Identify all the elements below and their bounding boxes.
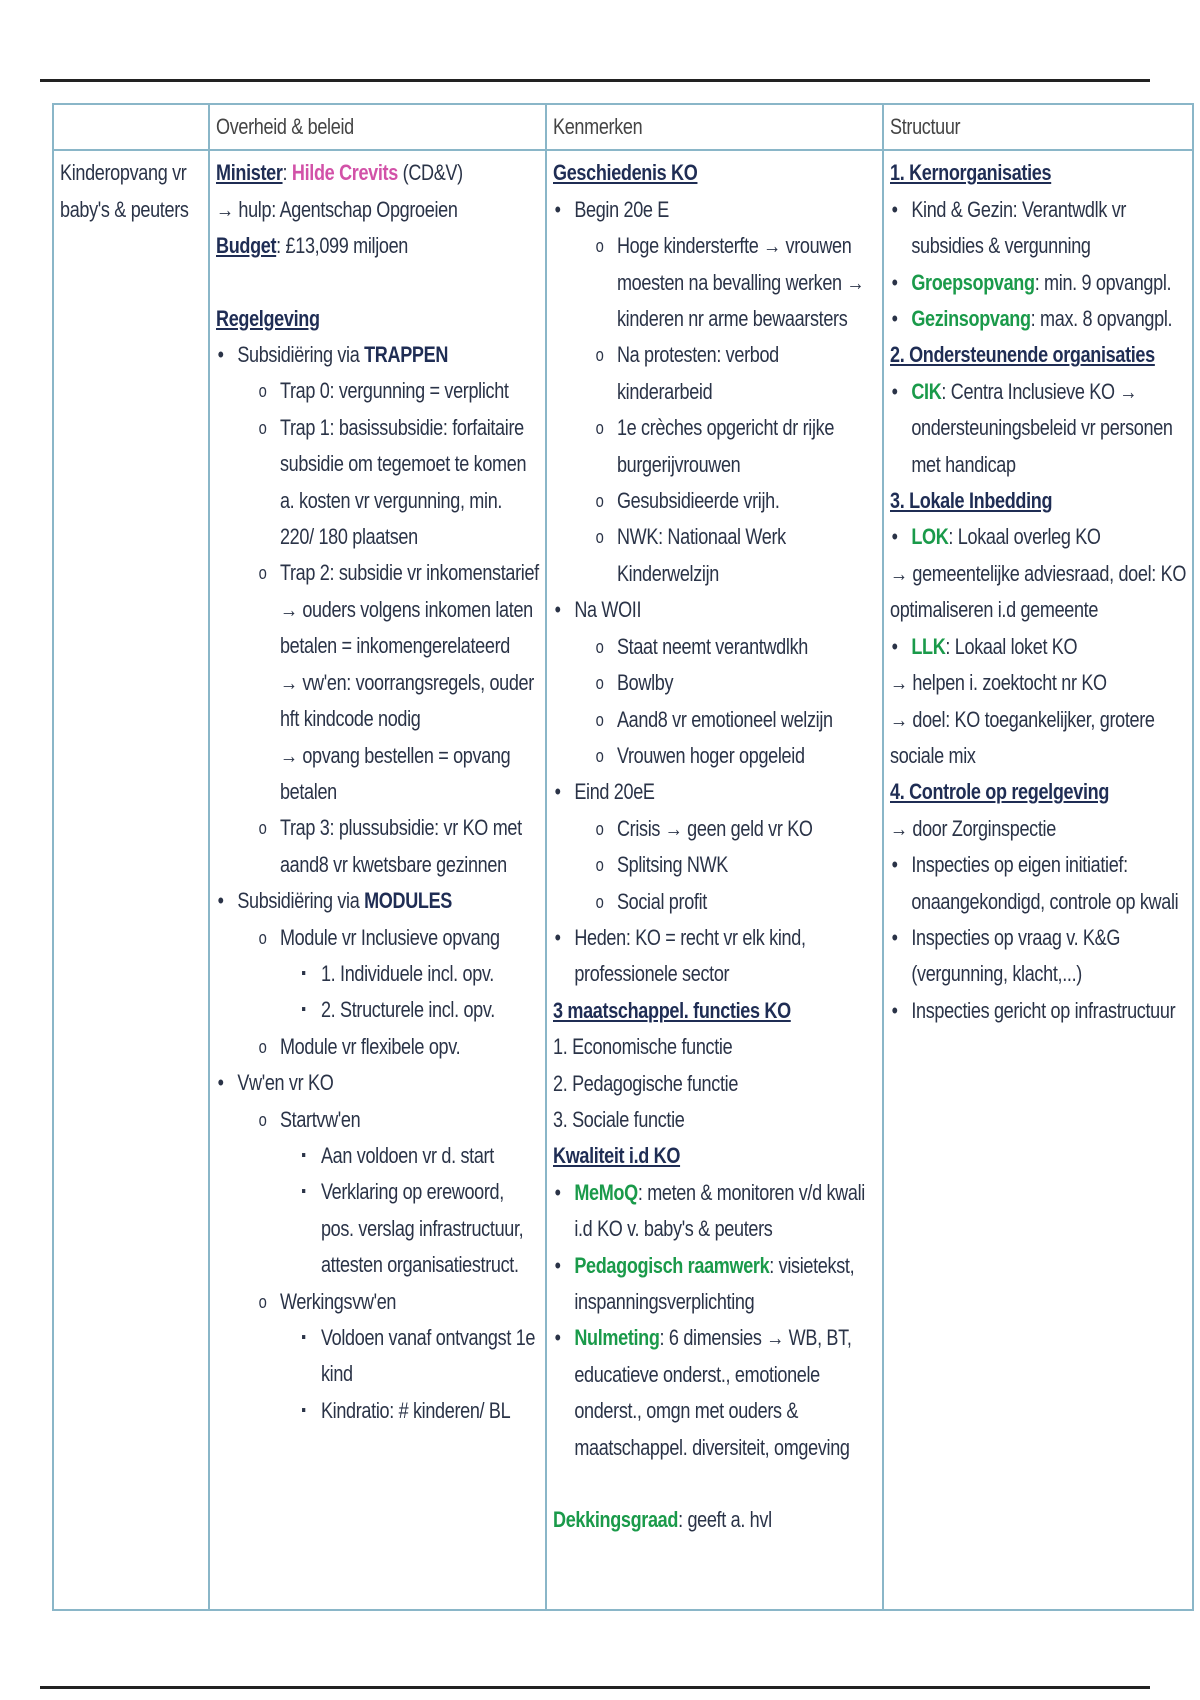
eind-item: • Eind 20eE xyxy=(553,774,876,810)
eind-3-item: o Social profit xyxy=(553,884,876,920)
dekking-text: : geeft a. hvl xyxy=(678,1507,772,1533)
modules-item xyxy=(216,883,539,919)
overheid-cell xyxy=(209,150,546,1610)
gezinsopvang-label: Gezinsopvang xyxy=(911,306,1031,332)
trap2-note-b: → vw'en: voorrangsregels, ouder hft kindcode nodig xyxy=(279,669,534,732)
eind-2-item: o Splitsing NWK xyxy=(553,847,876,883)
inspectie-3-item: • Inspecties gericht op infrastructuur xyxy=(890,993,1186,1029)
cik-item xyxy=(890,374,1186,483)
structuur-cell xyxy=(883,150,1193,1610)
regelgeving-heading: Regelgeving xyxy=(216,305,320,331)
budget-value: : £13,099 miljoen xyxy=(276,233,408,259)
llk-more-2: → doel: KO toegankelijker, grotere sociale mix xyxy=(890,706,1155,768)
trap0-item: o Trap 0: vergunning = verplicht xyxy=(216,373,539,409)
nulmeting-label: Nulmeting xyxy=(574,1325,660,1351)
nulmeting-item xyxy=(553,1320,876,1466)
controle-sub: → door Zorginspectie xyxy=(890,815,1056,841)
groepsopvang-label: Groepsopvang xyxy=(911,269,1035,295)
startvwen-item: o Startvw'en xyxy=(216,1102,539,1138)
kern-heading: 1. Kernorganisaties xyxy=(890,160,1052,186)
header-kenmerken xyxy=(546,104,883,150)
cik-label: CIK xyxy=(911,378,942,404)
header-overheid xyxy=(209,104,546,150)
trap1-item: o Trap 1: basissubsidie: forfaitaire subsidie om tegemoet te komen a. kosten vr vergunning, min. 220/ 180 plaatsen xyxy=(216,410,539,556)
modules-prefix: Subsidiëring via xyxy=(237,888,365,914)
llk-item xyxy=(890,629,1186,665)
budget-line xyxy=(216,228,539,264)
llk-more-1: → helpen i. zoektocht nr KO xyxy=(890,670,1107,696)
inspectie-2-item: • Inspecties op vraag v. K&G (vergunning, klacht,...) xyxy=(890,920,1186,993)
functie-3: 3. Sociale functie xyxy=(553,1106,685,1132)
kind-gezin-item: • Kind & Gezin: Verantwdlk vr subsidies & vergunning xyxy=(890,192,1186,265)
lok-text: : Lokaal overleg KO xyxy=(948,524,1101,550)
llk-label: LLK xyxy=(911,633,946,659)
vwen-item: • Vw'en vr KO xyxy=(216,1065,539,1101)
functies-heading: 3 maatschappel. functies KO xyxy=(553,997,791,1023)
trap2-item: o Trap 2: subsidie vr inkomenstarief xyxy=(216,555,539,591)
werkingsvwen-item: o Werkingsvw'en xyxy=(216,1284,539,1320)
begin-item: • Begin 20e E xyxy=(553,192,876,228)
header-overheid-text: Overheid & beleid xyxy=(216,114,354,139)
row-label-cell xyxy=(53,150,209,1610)
memoq-label: MeMoQ xyxy=(574,1179,638,1205)
inspectie-1-item: • Inspecties op eigen initiatief: onaangekondigd, controle op kwali xyxy=(890,847,1186,920)
functie-1: 1. Economische functie xyxy=(553,1034,733,1060)
werk-1-item: ▪ Voldoen vanaf ontvangst 1e kind xyxy=(216,1320,539,1393)
heden-item: • Heden: KO = recht vr elk kind, professionele sector xyxy=(553,920,876,993)
raamwerk-text: : visietekst, inspanningsverplichting xyxy=(574,1252,855,1314)
header-structuur-text: Structuur xyxy=(890,114,961,139)
memoq-item xyxy=(553,1175,876,1248)
header-structuur xyxy=(883,104,1193,150)
raamwerk-label: Pedagogisch raamwerk xyxy=(574,1252,770,1278)
top-rule xyxy=(40,79,1150,82)
raamwerk-item xyxy=(553,1248,876,1321)
trappen-item xyxy=(216,337,539,373)
woii-1-item: o Staat neemt verantwdlkh xyxy=(553,629,876,665)
trap2-note-a: → ouders volgens inkomen laten betalen = inkomengerelateerd xyxy=(279,596,533,659)
dekking-label: Dekkingsgraad xyxy=(553,1507,679,1533)
start-2-item: ▪ Verklaring op erewoord, pos. verslag infrastructuur, attesten organisatiestruct. xyxy=(216,1174,539,1283)
header-row xyxy=(53,104,1193,150)
na-woii-item: • Na WOII xyxy=(553,592,876,628)
hulp-line: → hulp: Agentschap Opgroeien xyxy=(216,196,458,222)
begin-3-item: o 1e crèches opgericht dr rijke burgerijvrouwen xyxy=(553,410,876,483)
minister-party: (CD&V) xyxy=(402,160,463,186)
row-label: Kinderopvang vr baby's & peuters xyxy=(60,160,189,222)
lok-label: LOK xyxy=(911,524,949,550)
lokaal-heading: 3. Lokale Inbedding xyxy=(890,488,1053,514)
header-kenmerken-text: Kenmerken xyxy=(553,114,643,139)
module-flex-item: o Module vr flexibele opv. xyxy=(216,1029,539,1065)
eind-1-item: o Crisis → geen geld vr KO xyxy=(553,811,876,847)
lok-more: → gemeentelijke adviesraad, doel: KO optimaliseren i.d gemeente xyxy=(890,560,1187,623)
gezinsopvang-item xyxy=(890,301,1186,337)
werk-2-item: ▪ Kindratio: # kinderen/ BL xyxy=(216,1393,539,1429)
incl-2-item: ▪ 2. Structurele incl. opv. xyxy=(216,992,539,1028)
llk-text: : Lokaal loket KO xyxy=(945,633,1078,659)
summary-table xyxy=(52,103,1194,1611)
trap2-note-c: → opvang bestellen = opvang betalen xyxy=(279,742,511,804)
minister-line: Minister: Hilde Crevits (CD&V) xyxy=(216,160,463,186)
trappen-bold: TRAPPEN xyxy=(364,342,449,368)
woii-2-item: o Bowlby xyxy=(553,665,876,701)
modules-bold: MODULES xyxy=(364,888,453,914)
incl-1-item: ▪ 1. Individuele incl. opv. xyxy=(216,956,539,992)
groepsopvang-text: : min. 9 opvangpl. xyxy=(1034,269,1172,295)
groepsopvang-item xyxy=(890,265,1186,301)
kwaliteit-heading: Kwaliteit i.d KO xyxy=(553,1143,681,1169)
start-1-item: ▪ Aan voldoen vr d. start xyxy=(216,1138,539,1174)
gezinsopvang-text: : max. 8 opvangpl. xyxy=(1030,306,1173,332)
lok-item xyxy=(890,519,1186,555)
memoq-text: : meten & monitoren v/d kwali i.d KO v. baby's & peuters xyxy=(574,1179,865,1242)
minister-label: Minister xyxy=(216,160,283,186)
functie-2: 2. Pedagogische functie xyxy=(553,1070,739,1096)
budget-label: Budget xyxy=(216,233,277,259)
minister-name: Hilde Crevits xyxy=(291,160,398,186)
begin-1-item: o Hoge kindersterfte → vrouwen moesten na bevalling werken → kinderen nr arme bewaarsters xyxy=(553,228,876,337)
geschiedenis-heading: Geschiedenis KO xyxy=(553,160,698,186)
nulmeting-text: : 6 dimensies → WB, BT, educatieve onderst., emotionele onderst., omgn met ouders & maatschappel. diversiteit, omgeving xyxy=(574,1325,852,1460)
module-incl-item: o Module vr Inclusieve opvang xyxy=(216,920,539,956)
kenmerken-cell xyxy=(546,150,883,1610)
ondersteunende-heading: 2. Ondersteunende organisaties xyxy=(890,342,1155,368)
content-row xyxy=(53,150,1193,1610)
begin-5-item: o NWK: Nationaal Werk Kinderwelzijn xyxy=(553,519,876,592)
woii-4-item: o Vrouwen hoger opgeleid xyxy=(553,738,876,774)
header-empty-cell xyxy=(53,104,209,150)
dekking-line xyxy=(553,1502,876,1538)
cik-text: : Centra Inclusieve KO → ondersteuningsbeleid vr personen met handicap xyxy=(911,378,1173,477)
woii-3-item: o Aand8 vr emotioneel welzijn xyxy=(553,702,876,738)
begin-2-item: o Na protesten: verbod kinderarbeid xyxy=(553,337,876,410)
bottom-rule xyxy=(40,1686,1150,1689)
begin-4-item: o Gesubsidieerde vrijh. xyxy=(553,483,876,519)
trap3-item: o Trap 3: plussubsidie: vr KO met aand8 vr kwetsbare gezinnen xyxy=(216,810,539,883)
controle-heading: 4. Controle op regelgeving xyxy=(890,779,1110,805)
trappen-prefix: Subsidiëring via xyxy=(237,342,365,368)
